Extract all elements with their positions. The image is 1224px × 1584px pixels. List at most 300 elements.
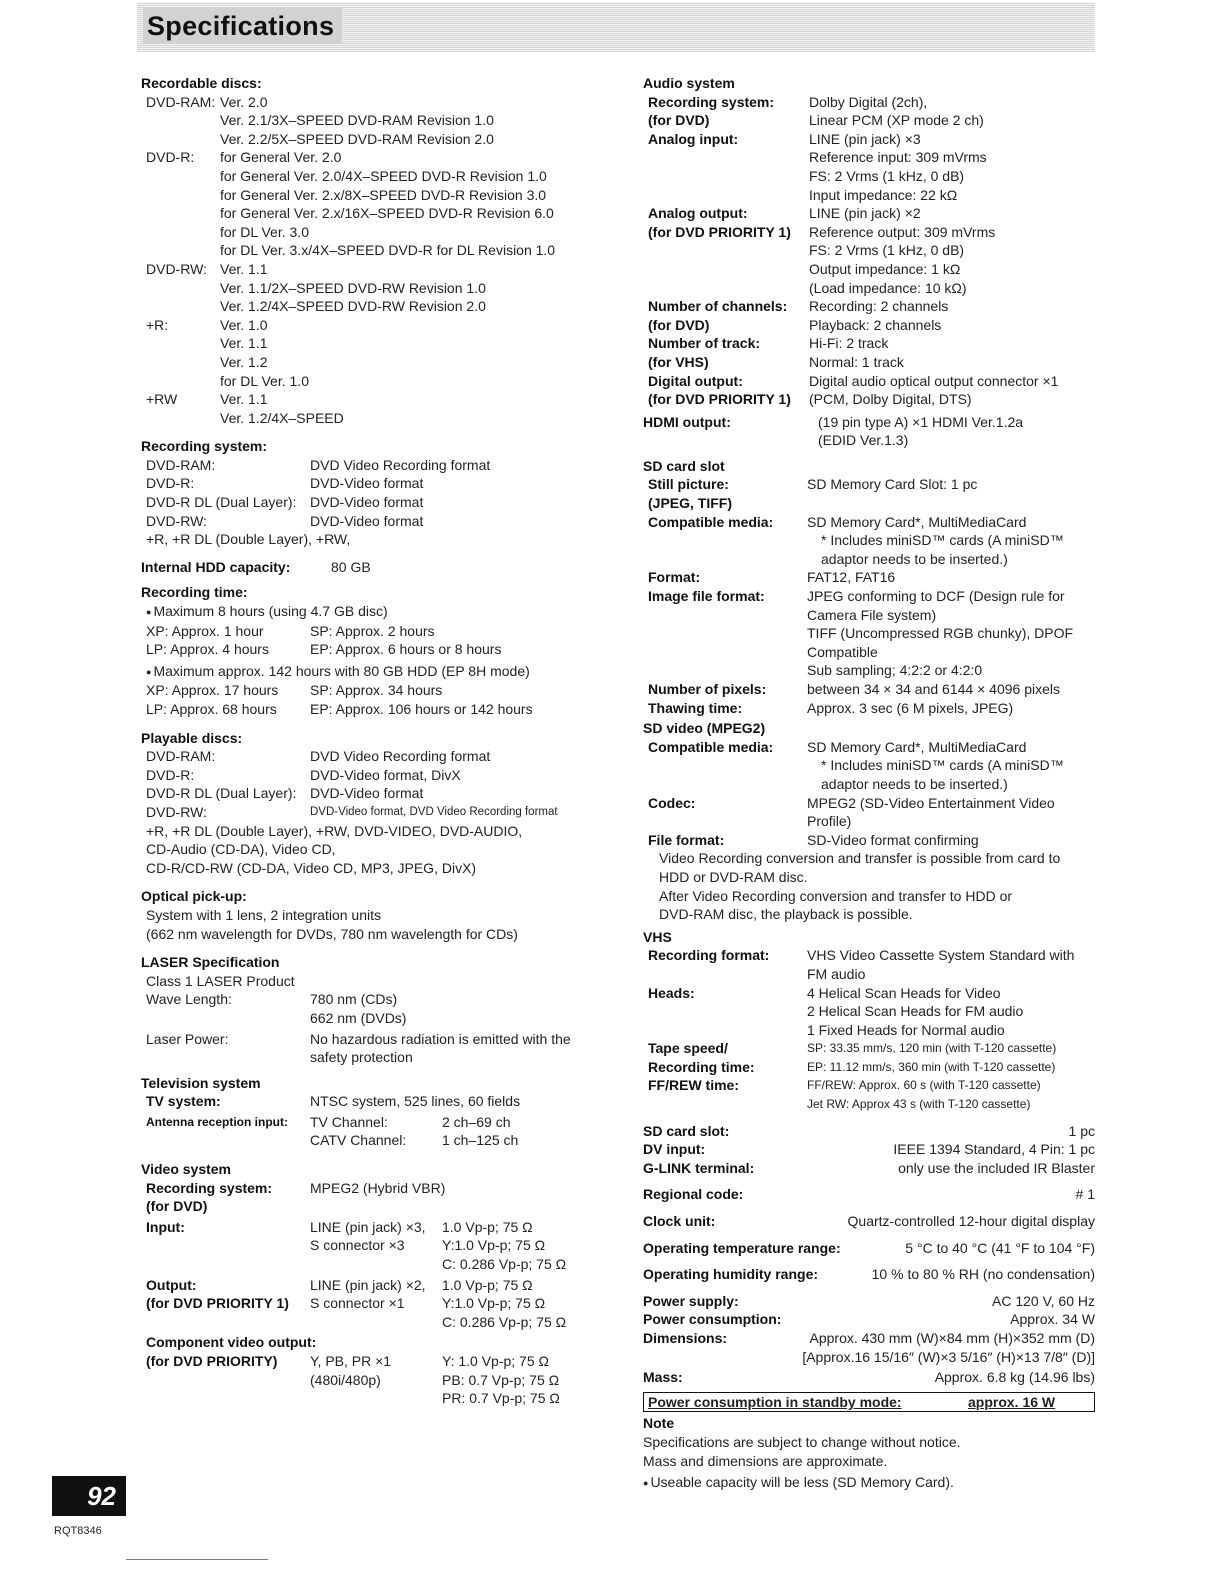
note-heading: Note: [643, 1415, 675, 1432]
sdcard-row: [643, 661, 1095, 680]
model-code: RQT8346: [54, 1525, 102, 1537]
recording-system-row: [141, 493, 611, 512]
mass-label: Mass:: [643, 1369, 683, 1386]
vhs-label: [648, 965, 807, 984]
recording-system-value: DVD-Video format: [310, 475, 424, 492]
sdcard-label: (JPEG, TIFF): [648, 495, 732, 512]
left-column: [141, 74, 611, 1408]
op-hum-label: Operating humidity range:: [643, 1266, 819, 1283]
playable-disc-line: CD-Audio (CD-DA), Video CD,: [146, 841, 336, 858]
sdcard-value: * Includes miniSD™ cards (A miniSD™: [821, 532, 1064, 549]
component-label: Component video output:: [146, 1334, 317, 1351]
sdcard-label: Number of pixels:: [648, 681, 767, 697]
vhs-label: [648, 1021, 807, 1040]
playable-disc-label: DVD-RW:: [146, 803, 207, 820]
audio-label: [648, 241, 809, 260]
vhs-row: [643, 1039, 1095, 1058]
playable-disc-line: +R, +R DL (Double Layer), +RW, DVD-VIDEO, DVD-AUDIO,: [146, 822, 523, 839]
recording-system-last: +R, +R DL (Double Layer), +RW,: [146, 531, 351, 548]
antenna-row: [310, 1131, 518, 1150]
video-output-rows: [310, 1276, 566, 1332]
audio-row: [643, 130, 1095, 149]
hdd-value: 80 GB: [331, 558, 371, 575]
audio-value: (Load impedance: 10 kΩ): [809, 279, 967, 296]
standby-label: Power consumption in standby mode:: [648, 1393, 902, 1410]
note-line: Specifications are subject to change without notice.: [643, 1433, 961, 1450]
audio-row: [643, 223, 1095, 242]
video-input-label: Input:: [146, 1218, 185, 1235]
audio-value: Dolby Digital (2ch),: [809, 93, 928, 110]
video-output-row: [310, 1294, 566, 1313]
video-output-value: 1.0 Vp-p; 75 Ω: [442, 1276, 533, 1293]
dvdrw-item: Ver. 1.1/2X–SPEED DVD-RW Revision 1.0: [220, 279, 486, 296]
vhs-row: [643, 965, 1095, 984]
plusr-list: [220, 316, 309, 390]
playable-disc-line: CD-R/CD-RW (CD-DA, Video CD, MP3, JPEG, DivX): [146, 859, 477, 876]
audio-row: [643, 390, 1095, 409]
audio-value: Reference input: 309 mVrms: [809, 149, 987, 166]
recording-time-1-value: SP: Approx. 2 hours: [310, 622, 435, 639]
vhs-section: [643, 928, 1095, 1114]
sdvideo-label: File format:: [648, 831, 725, 848]
recording-time-1-row: [141, 640, 611, 659]
sdvideo-row: [643, 831, 1095, 850]
playable-disc-row: [141, 803, 611, 822]
recording-system-label: DVD-R DL (Dual Layer):: [146, 494, 297, 511]
video-input-label: LINE (pin jack) ×3,: [310, 1218, 426, 1235]
playable-disc-row: [141, 766, 611, 785]
audio-label: Analog output:: [648, 205, 748, 222]
video-rec-sub: (for DVD): [146, 1198, 208, 1215]
audio-row: [643, 316, 1095, 335]
video-input-label: [310, 1255, 442, 1274]
sdcard-section: [643, 457, 1095, 717]
video-output-row: [310, 1276, 566, 1295]
recording-time-section: [141, 583, 611, 718]
sdvideo-rows: [643, 738, 1095, 850]
laser-power-item: safety protection: [310, 1049, 413, 1066]
misc-row: [643, 1140, 1095, 1159]
video-rec-label: Recording system:: [146, 1179, 273, 1196]
audio-label: [648, 260, 809, 279]
dvdr-list: [220, 148, 555, 260]
recording-time-2-label: XP: Approx. 17 hours: [146, 682, 279, 699]
audio-label: Digital output:: [648, 372, 743, 389]
recording-system-row: [141, 512, 611, 531]
clock-row: [643, 1212, 1095, 1231]
sdcard-row: [643, 494, 1095, 513]
vhs-label: FF/REW time:: [648, 1077, 739, 1094]
audio-section: [643, 74, 1095, 409]
component-value: PB: 0.7 Vp-p; 75 Ω: [442, 1371, 560, 1388]
regional-value: # 1: [1075, 1186, 1095, 1203]
power-specs: [643, 1292, 1095, 1366]
power-label: Dimensions:: [643, 1330, 728, 1346]
sdcard-label: [648, 624, 807, 643]
vhs-value: Jet RW: Approx 43 s (with T-120 cassette): [807, 1097, 1031, 1112]
dvdr-item: for General Ver. 2.x/16X–SPEED DVD-R Revision 6.0: [220, 205, 554, 222]
misc-label: G-LINK terminal:: [643, 1159, 755, 1176]
audio-row: [643, 186, 1095, 205]
audio-row: [643, 148, 1095, 167]
vhs-row: [643, 1002, 1095, 1021]
page-title: Specifications: [143, 8, 342, 44]
sdcard-value: SD Memory Card*, MultiMediaCard: [807, 513, 1027, 530]
sdcard-label: [648, 531, 807, 550]
sdvideo-line: After Video Recording conversion and transfer to HDD or: [659, 887, 1013, 904]
recordable-discs-section: [141, 74, 611, 427]
playable-disc-row: [141, 784, 611, 803]
sdvideo-row: [643, 756, 1095, 775]
recording-system-value: DVD Video Recording format: [310, 456, 491, 473]
op-temp-row: [643, 1239, 1095, 1258]
sdvideo-value: * Includes miniSD™ cards (A miniSD™: [821, 757, 1064, 774]
audio-label: Analog input:: [648, 130, 739, 147]
antenna-value: 1 ch–125 ch: [442, 1132, 519, 1149]
antenna-label: CATV Channel:: [310, 1132, 407, 1149]
audio-label: [648, 279, 809, 298]
misc-specs: [643, 1122, 1095, 1178]
sdcard-label: Still picture:: [648, 476, 729, 493]
vhs-row: [643, 1021, 1095, 1040]
mass-row: [643, 1368, 1095, 1387]
dvdr-item: for General Ver. 2.0: [220, 149, 342, 166]
audio-value: (PCM, Dolby Digital, DTS): [809, 391, 972, 408]
dvdr-item: for General Ver. 2.0/4X–SPEED DVD-R Revision 1.0: [220, 167, 547, 184]
optical-line: (662 nm wavelength for DVDs, 780 nm wavelength for CDs): [146, 925, 518, 942]
laser-wave-values: [310, 990, 406, 1027]
recording-system-value: DVD-Video format: [310, 494, 424, 511]
laser-wave-label: Wave Length:: [146, 991, 232, 1008]
audio-row: [643, 279, 1095, 298]
misc-value: IEEE 1394 Standard, 4 Pin: 1 pc: [893, 1141, 1095, 1158]
vhs-row: [643, 1076, 1095, 1095]
recording-time-heading: Recording time:: [141, 584, 248, 601]
component-label: [310, 1389, 442, 1408]
audio-value: Recording: 2 channels: [809, 298, 949, 315]
video-input-value: Y:1.0 Vp-p; 75 Ω: [442, 1237, 546, 1254]
audio-rows: [643, 93, 1095, 409]
sdcard-value: JPEG conforming to DCF (Design rule for: [807, 588, 1065, 605]
audio-value: Linear PCM (XP mode 2 ch): [809, 112, 984, 129]
sdcard-row: [643, 643, 1095, 662]
sdcard-value: FAT12, FAT16: [807, 569, 896, 586]
sdvideo-row: [643, 775, 1095, 794]
video-output-label: [310, 1313, 442, 1332]
audio-label: [648, 167, 809, 186]
sdcard-value: Approx. 3 sec (6 M pixels, JPEG): [807, 699, 1014, 716]
audio-value: Reference output: 309 mVrms: [809, 223, 996, 240]
right-column: [643, 74, 1095, 1493]
playable-disc-value: DVD-Video format, DivX: [310, 766, 461, 783]
audio-value: LINE (pin jack) ×3: [809, 130, 921, 147]
sdvideo-label: Codec:: [648, 794, 696, 811]
hdd-label: Internal HDD capacity:: [141, 558, 291, 575]
vhs-rows: [643, 946, 1095, 1113]
video-output-label: LINE (pin jack) ×2,: [310, 1276, 426, 1293]
vhs-value: 2 Helical Scan Heads for FM audio: [807, 1003, 1024, 1020]
power-label: Power consumption:: [643, 1311, 782, 1328]
playable-discs-section: [141, 729, 611, 878]
video-output-label: S connector ×1: [310, 1295, 405, 1312]
laser-power-item: No hazardous radiation is emitted with the: [310, 1030, 571, 1047]
sdcard-value: SD Memory Card Slot: 1 pc: [807, 476, 978, 493]
vhs-heading: VHS: [643, 928, 672, 945]
audio-value: Output impedance: 1 kΩ: [809, 260, 961, 277]
audio-value: Input impedance: 22 kΩ: [809, 186, 958, 203]
component-label: Y, PB, PR ×1: [310, 1353, 392, 1369]
sdvideo-label: [648, 756, 807, 775]
audio-label: (for VHS): [648, 353, 709, 370]
power-row: [643, 1329, 1095, 1348]
audio-label: [648, 148, 809, 167]
plusr-item: Ver. 1.2: [220, 353, 268, 370]
audio-label: Recording system:: [648, 93, 775, 110]
sdcard-value: Compatible: [807, 643, 878, 660]
recording-system-label: DVD-R:: [146, 475, 195, 492]
vhs-label: Heads:: [648, 984, 695, 1001]
laser-power-label: Laser Power:: [146, 1030, 229, 1047]
sdcard-rows: [643, 475, 1095, 717]
sdcard-label: [648, 606, 807, 625]
audio-label: (for DVD PRIORITY 1): [648, 223, 791, 240]
playable-disc-label: DVD-RAM:: [146, 748, 216, 765]
plusrw-list: [220, 390, 344, 427]
laser-power-values: [310, 1030, 571, 1067]
page-number: 92: [52, 1476, 126, 1516]
power-row: [643, 1292, 1095, 1311]
sdcard-label: [648, 661, 807, 680]
recording-time-rows-2: [141, 681, 611, 718]
playable-discs-lines: [141, 822, 611, 878]
vhs-row: [643, 946, 1095, 965]
audio-value: Hi-Fi: 2 track: [809, 335, 889, 352]
audio-row: [643, 204, 1095, 223]
audio-label: Number of track:: [648, 335, 761, 352]
recording-time-2-row: [141, 681, 611, 700]
power-row: [643, 1310, 1095, 1329]
sdvideo-line: HDD or DVD-RAM disc.: [659, 868, 808, 885]
plusr-item: Ver. 1.1: [220, 335, 268, 352]
component-rows: [310, 1352, 560, 1408]
plusrw-block: [141, 390, 611, 427]
sdvideo-heading: SD video (MPEG2): [643, 720, 766, 737]
playable-disc-label: DVD-R DL (Dual Layer):: [146, 785, 297, 802]
optical-heading: Optical pick-up:: [141, 888, 247, 905]
audio-row: [643, 334, 1095, 353]
dvdr-item: for DL Ver. 3.0: [220, 223, 309, 240]
note-bullet: ● Useable capacity will be less (SD Memory Card).: [643, 1473, 1095, 1493]
misc-row: [643, 1159, 1095, 1178]
vhs-row: [643, 1095, 1095, 1114]
recording-time-2-row: [141, 700, 611, 719]
plusrw-item: Ver. 1.2/4X–SPEED: [220, 409, 344, 426]
component-row: [310, 1371, 560, 1390]
dvdram-item: Ver. 2.1/3X–SPEED DVD-RAM Revision 1.0: [220, 112, 494, 129]
vhs-row: [643, 1058, 1095, 1077]
audio-row: [643, 111, 1095, 130]
vhs-value: 1 Fixed Heads for Normal audio: [807, 1021, 1005, 1038]
vhs-value: SP: 33.35 mm/s, 120 min (with T-120 cassette): [807, 1041, 1057, 1056]
tv-heading: Television system: [141, 1074, 261, 1091]
recording-system-rows: [141, 456, 611, 530]
recording-system-row: [141, 456, 611, 475]
sdcard-label: [648, 550, 807, 569]
dvdrw-label: DVD-RW:: [146, 260, 207, 277]
plusrw-label: +RW: [146, 391, 178, 408]
antenna-label: TV Channel:: [310, 1113, 388, 1130]
recording-system-value: DVD-Video format: [310, 512, 424, 529]
recordable-discs-heading: Recordable discs:: [141, 75, 262, 91]
hdmi-section: [643, 413, 1095, 450]
laser-product: Class 1 LASER Product: [146, 972, 295, 989]
playable-disc-label: DVD-R:: [146, 766, 195, 783]
antenna-value: 2 ch–69 ch: [442, 1113, 511, 1130]
dvdram-item: Ver. 2.2/5X–SPEED DVD-RAM Revision 2.0: [220, 130, 494, 147]
video-output-row: [310, 1313, 566, 1332]
note-lines: [643, 1433, 1095, 1470]
op-hum-value: 10 % to 80 % RH (no condensation): [871, 1266, 1095, 1283]
footer-rule: [126, 1559, 268, 1560]
dvdram-list: [220, 93, 494, 149]
sdcard-row: [643, 475, 1095, 494]
audio-value: LINE (pin jack) ×2: [809, 205, 921, 222]
dvdram-block: [141, 93, 611, 149]
vhs-label: [648, 1095, 807, 1114]
sdcard-value: between 34 × 34 and 6144 × 4096 pixels: [807, 681, 1060, 697]
sdcard-row: [643, 587, 1095, 606]
recording-time-1-row: [141, 622, 611, 641]
video-output-sub: (for DVD PRIORITY 1): [146, 1295, 289, 1312]
power-value: Approx. 430 mm (W)×84 mm (H)×352 mm (D): [809, 1330, 1095, 1346]
audio-label: (for DVD PRIORITY 1): [648, 391, 791, 408]
audio-label: [648, 186, 809, 205]
recording-time-2-value: SP: Approx. 34 hours: [310, 682, 443, 699]
misc-row: [643, 1122, 1095, 1141]
sdcard-label: Image file format:: [648, 588, 765, 605]
recording-system-label: DVD-RAM:: [146, 456, 216, 473]
antenna-label: Antenna reception input:: [146, 1114, 288, 1129]
plusr-label: +R:: [146, 316, 169, 333]
audio-value: Playback: 2 channels: [809, 316, 942, 333]
audio-row: [643, 241, 1095, 260]
audio-label: (for DVD): [648, 316, 710, 333]
dvdr-item: for DL Ver. 3.x/4X–SPEED DVD-R for DL Revision 1.0: [220, 242, 556, 259]
recording-time-2-value: EP: Approx. 106 hours or 142 hours: [310, 701, 533, 717]
playable-disc-value: DVD-Video format: [310, 785, 424, 802]
sdvideo-row: [643, 738, 1095, 757]
sdvideo-line: DVD-RAM disc, the playback is possible.: [659, 906, 913, 923]
video-output-value: C: 0.286 Vp-p; 75 Ω: [442, 1313, 567, 1330]
playable-disc-row: [141, 747, 611, 766]
hdmi-label: HDMI output:: [643, 413, 731, 430]
recording-system-heading: Recording system:: [141, 438, 268, 455]
plusr-item: Ver. 1.0: [220, 316, 268, 333]
video-output-value: Y:1.0 Vp-p; 75 Ω: [442, 1295, 546, 1312]
hdd-section: [141, 558, 611, 577]
audio-value: FS: 2 Vrms (1 kHz, 0 dB): [809, 242, 965, 259]
recording-system-row: [141, 474, 611, 493]
audio-value: Digital audio optical output connector ×1: [809, 372, 1059, 389]
op-temp-value: 5 °C to 40 °C (41 °F to 104 °F): [905, 1239, 1095, 1256]
vhs-value: VHS Video Cassette System Standard with: [807, 947, 1075, 964]
sdcard-row: [643, 568, 1095, 587]
sdcard-row: [643, 513, 1095, 532]
regional-row: [643, 1185, 1095, 1204]
audio-row: [643, 93, 1095, 112]
dvdrw-item: Ver. 1.1: [220, 260, 268, 277]
playable-discs-rows: [141, 747, 611, 821]
vhs-row: [643, 984, 1095, 1003]
video-input-value: C: 0.286 Vp-p; 75 Ω: [442, 1256, 567, 1273]
title-banner: [137, 2, 1095, 52]
component-sub: (for DVD PRIORITY): [146, 1353, 278, 1369]
laser-wave-item: 662 nm (DVDs): [310, 1009, 407, 1026]
dvdrw-list: [220, 260, 486, 316]
hdmi-line: (EDID Ver.1.3): [818, 432, 909, 449]
recording-system-section: [141, 437, 611, 549]
audio-row: [643, 260, 1095, 279]
sdcard-label: Compatible media:: [648, 513, 774, 530]
audio-row: [643, 297, 1095, 316]
sdcard-row: [643, 531, 1095, 550]
standby-box: [643, 1392, 1095, 1413]
vhs-label: [648, 1002, 807, 1021]
antenna-rows: [310, 1113, 518, 1150]
sdcard-label: Format:: [648, 569, 701, 586]
hdmi-lines: [818, 413, 1023, 450]
sdvideo-value: adaptor needs to be inserted.): [821, 775, 1008, 792]
standby-value: approx. 16 W: [968, 1393, 1056, 1410]
recording-time-1-value: EP: Approx. 6 hours or 8 hours: [310, 641, 502, 658]
laser-section: [141, 953, 611, 1067]
sdcard-value: Sub sampling; 4:2:2 or 4:2:0: [807, 662, 983, 679]
sdcard-label: [648, 643, 807, 662]
mass-value: Approx. 6.8 kg (14.96 lbs): [934, 1369, 1095, 1386]
sdcard-label: Thawing time:: [648, 699, 743, 716]
video-heading: Video system: [141, 1161, 232, 1178]
audio-row: [643, 353, 1095, 372]
vhs-value: FF/REW: Approx. 60 s (with T-120 cassette): [807, 1078, 1041, 1093]
sdvideo-row: [643, 794, 1095, 813]
component-label: (480i/480p): [310, 1371, 381, 1388]
tv-section: [141, 1074, 611, 1150]
sdcard-row: [643, 606, 1095, 625]
power-label: Power supply:: [643, 1292, 739, 1309]
audio-label: (for DVD): [648, 112, 710, 129]
plusrw-item: Ver. 1.1: [220, 391, 268, 408]
dvdr-item: for General Ver. 2.x/8X–SPEED DVD-R Revision 3.0: [220, 186, 547, 203]
audio-row: [643, 372, 1095, 391]
sdcard-row: [643, 550, 1095, 569]
vhs-label: Tape speed/: [648, 1040, 728, 1057]
audio-value: FS: 2 Vrms (1 kHz, 0 dB): [809, 167, 965, 184]
video-input-label: S connector ×3: [310, 1237, 405, 1254]
misc-label: SD card slot:: [643, 1122, 730, 1139]
power-label: [643, 1348, 802, 1367]
component-row: [310, 1352, 560, 1371]
audio-value: Normal: 1 track: [809, 353, 904, 370]
laser-heading: LASER Specification: [141, 954, 280, 971]
recording-time-rows-1: [141, 622, 611, 659]
sdcard-row: [643, 624, 1095, 643]
vhs-label: Recording time:: [648, 1058, 755, 1075]
video-input-rows: [310, 1218, 566, 1274]
dvdram-item: Ver. 2.0: [220, 93, 268, 110]
sdcard-value: adaptor needs to be inserted.): [821, 550, 1008, 567]
audio-row: [643, 167, 1095, 186]
misc-label: DV input:: [643, 1141, 706, 1158]
